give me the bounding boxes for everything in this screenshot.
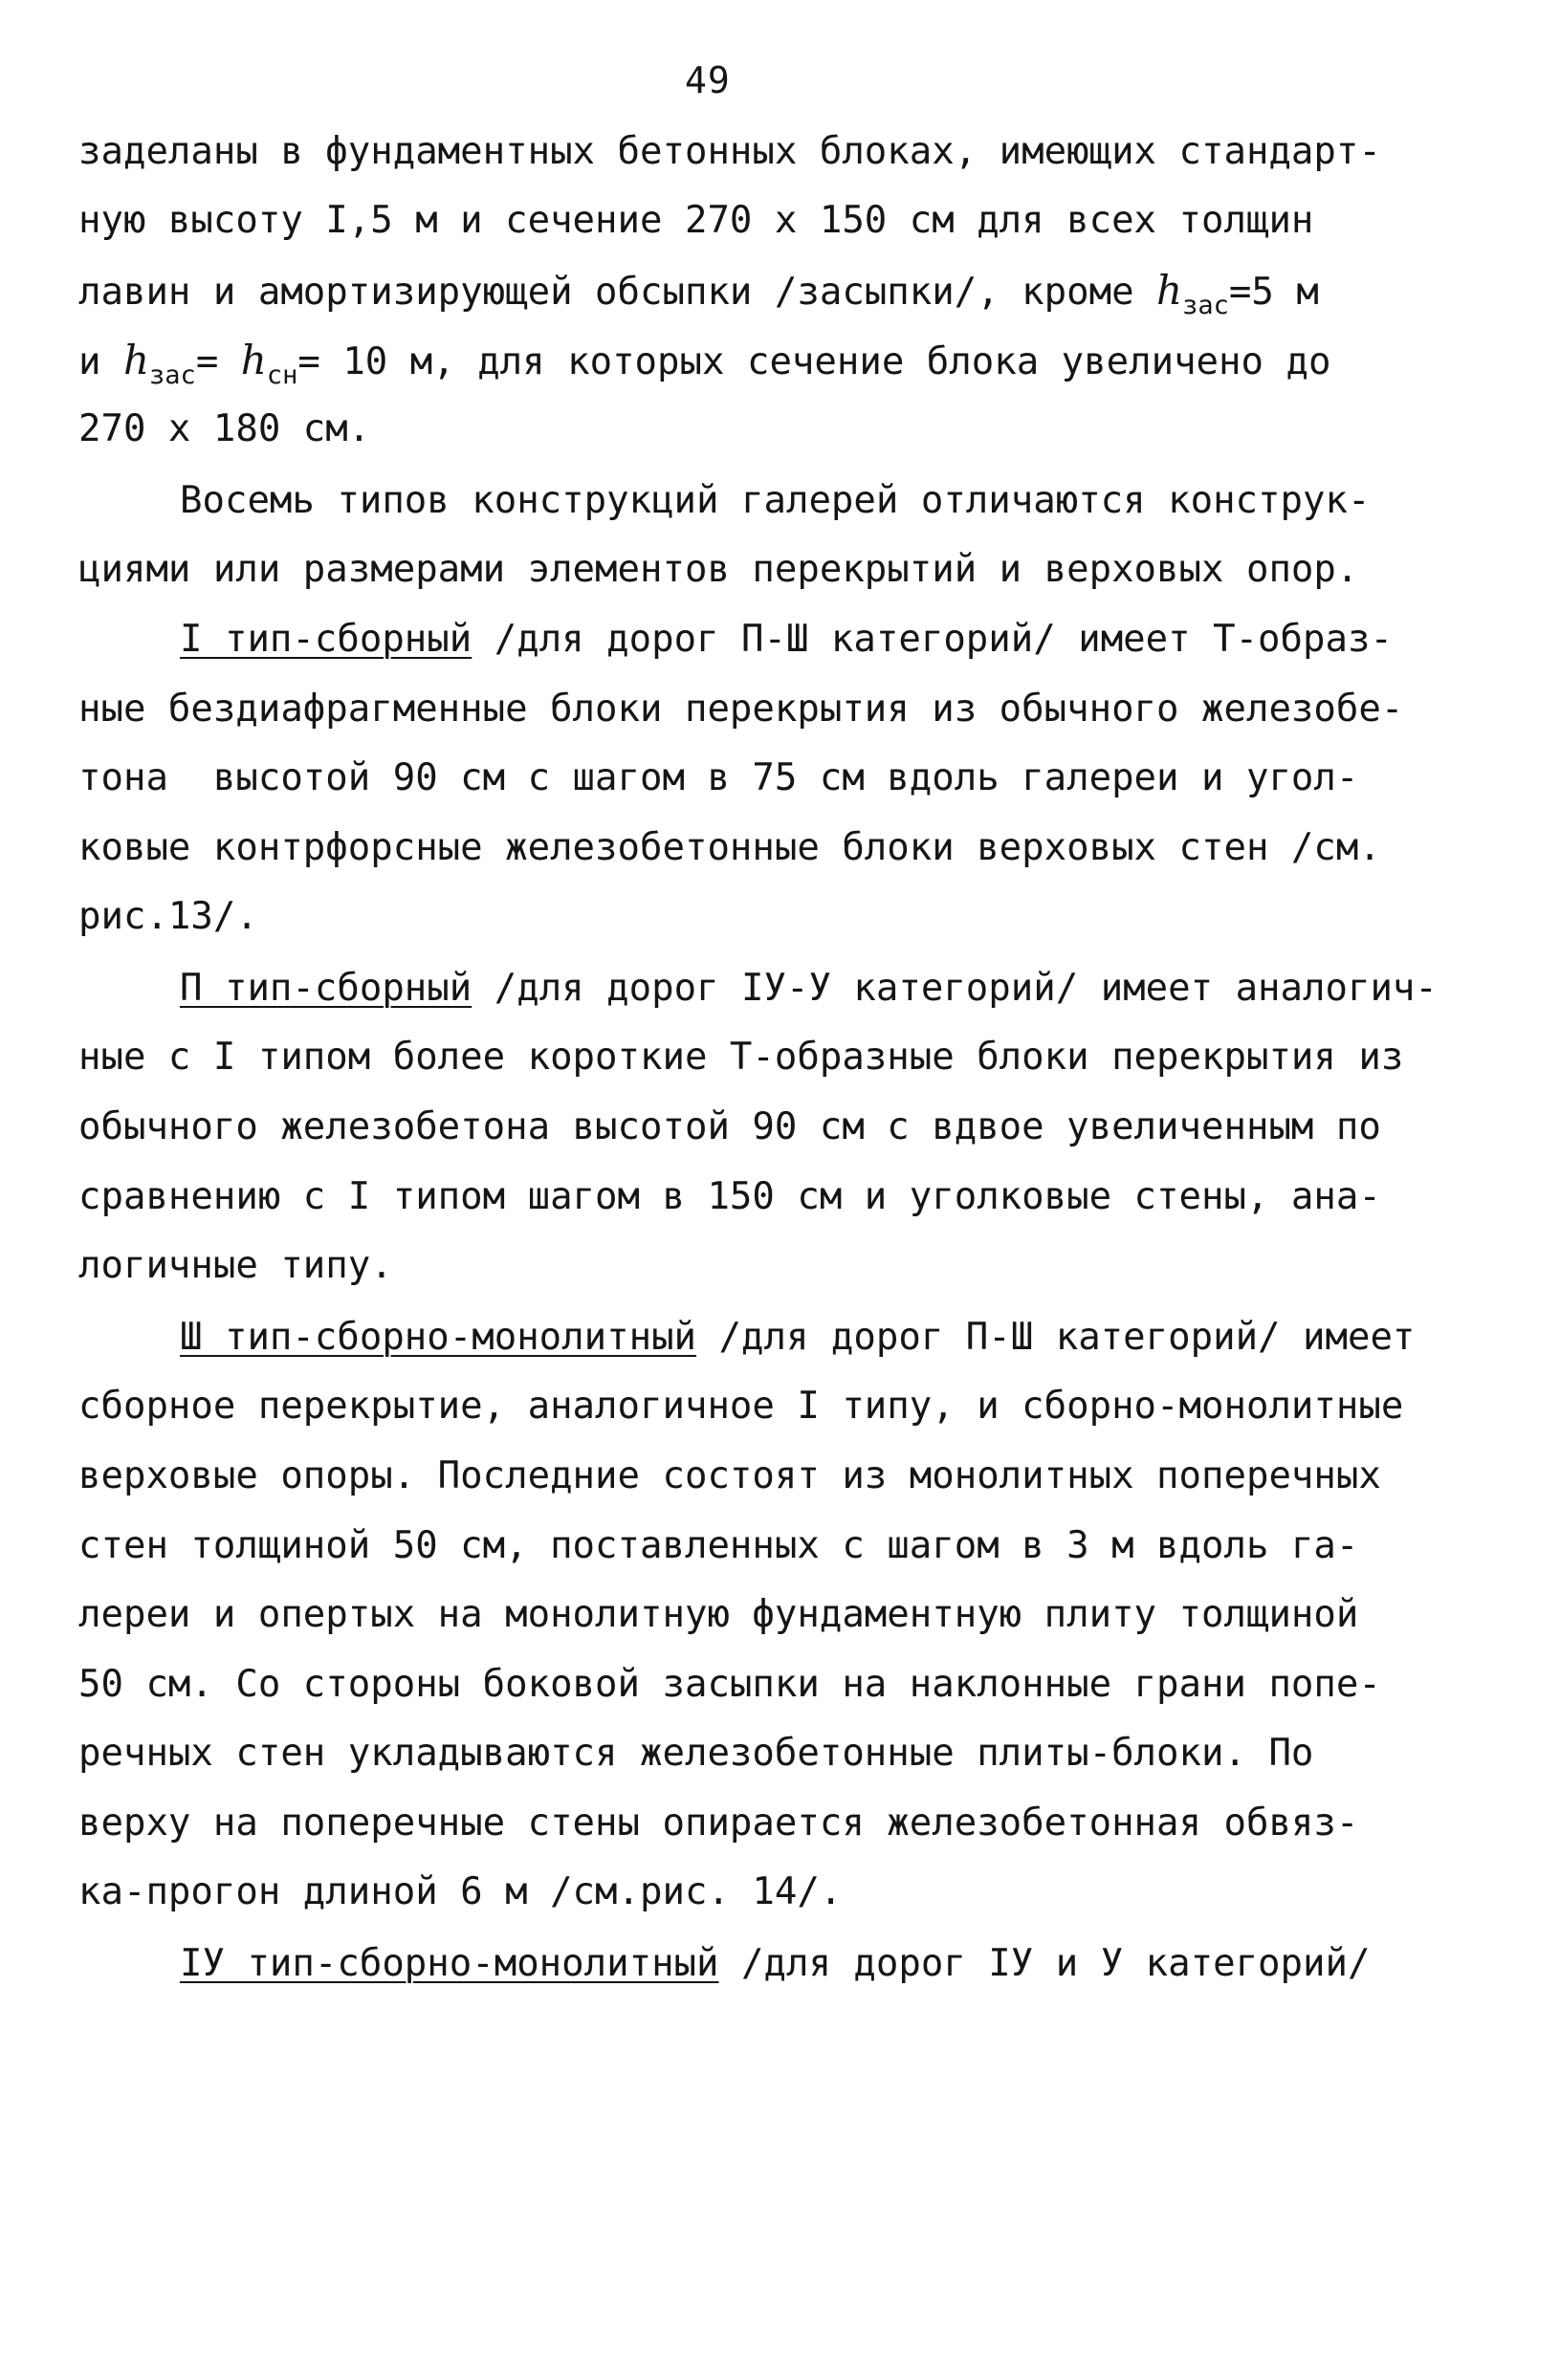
text-line xyxy=(78,338,1330,399)
height-letter: h xyxy=(122,337,150,383)
page-number: 49 xyxy=(685,59,731,101)
text-run: верховые опоры. Последние состоят из монолитных поперечных xyxy=(78,1454,1381,1497)
text-line xyxy=(180,966,1438,1012)
text-line xyxy=(78,755,1358,801)
height-subscript: зас xyxy=(149,360,196,390)
text-run: /для дорог П-Ш категорий/ имеет xyxy=(696,1316,1416,1359)
text-run: верху на поперечные стены опирается железобетонная обвяз- xyxy=(78,1801,1359,1845)
underlined-heading: П тип-сборный xyxy=(180,967,472,1010)
text-line xyxy=(78,198,1313,244)
text-run: стен толщиной 50 см, поставленных с шагом в 3 м вдоль га- xyxy=(78,1524,1359,1567)
text-line xyxy=(78,1384,1403,1430)
text-run: обычного железобетона высотой 90 см с вдвое увеличенным по xyxy=(78,1105,1381,1148)
text-line xyxy=(78,129,1381,175)
text-line xyxy=(78,825,1381,871)
text-run: ную высоту I,5 м и сечение 270 х 150 см для всех толщин xyxy=(78,199,1314,242)
height-letter: h xyxy=(240,337,267,383)
text-line xyxy=(78,406,370,452)
text-line xyxy=(180,617,1393,663)
text-line xyxy=(78,1243,393,1289)
text-run: Восемь типов конструкций галерей отличаются конструк- xyxy=(180,479,1371,522)
text-line xyxy=(180,478,1370,524)
text-run: лавин и амортизирующей обсыпки /засыпки/, кроме xyxy=(78,271,1157,314)
text-line xyxy=(78,268,1319,329)
text-run: и xyxy=(78,340,123,383)
text-run: 270 х 180 см. xyxy=(78,407,371,450)
text-line xyxy=(78,1662,1381,1708)
text-line xyxy=(78,1801,1358,1846)
text-line xyxy=(78,1869,842,1915)
height-symbol xyxy=(122,337,196,390)
text-run: 50 см. Со стороны боковой засыпки на наклонные грани попе- xyxy=(78,1663,1381,1706)
text-run: /для дорог П-Ш категорий/ имеет Т-образ- xyxy=(472,618,1393,661)
text-run: логичные типу. xyxy=(78,1244,393,1287)
text-run: сборное перекрытие, аналогичное I типу, и сборно-монолитные xyxy=(78,1385,1404,1428)
text-run: /для дорог IУ и У категорий/ xyxy=(718,1942,1371,1985)
text-line xyxy=(78,1174,1381,1220)
height-symbol xyxy=(240,337,298,390)
text-line xyxy=(78,1592,1358,1638)
text-line xyxy=(78,1523,1358,1569)
text-run: =5 м xyxy=(1228,271,1319,314)
text-run: заделаны в фундаментных бетонных блоках, имеющих стандарт- xyxy=(78,130,1381,173)
text-run: лереи и опертых на монолитную фундаментную плиту толщиной xyxy=(78,1593,1359,1636)
text-run: сравнению с I типом шагом в 150 см и уголковые стены, ана- xyxy=(78,1175,1381,1218)
text-run: ные бездиафрагменные блоки перекрытия из обычного железобе- xyxy=(78,688,1404,731)
text-run: ковые контрфорсные железобетонные блоки верховых стен /см. xyxy=(78,826,1381,869)
text-line xyxy=(78,1035,1403,1081)
height-symbol xyxy=(1156,267,1229,320)
text-run: тона высотой 90 см с шагом в 75 см вдоль галереи и угол- xyxy=(78,756,1359,799)
text-line xyxy=(78,1731,1313,1777)
text-line xyxy=(180,1315,1415,1361)
text-run: рис.13/. xyxy=(78,895,258,938)
underlined-heading: IУ тип-сборно-монолитный xyxy=(180,1942,719,1985)
text-run: /для дорог IУ-У категорий/ имеет аналогич- xyxy=(472,967,1438,1010)
text-line xyxy=(78,1453,1381,1499)
text-run: речных стен укладываются железобетонные плиты-блоки. По xyxy=(78,1732,1314,1775)
text-line xyxy=(78,687,1403,732)
underlined-heading: Ш тип-сборно-монолитный xyxy=(180,1316,697,1359)
underlined-heading: I тип-сборный xyxy=(180,618,472,661)
text-run: ные с I типом более короткие Т-образные блоки перекрытия из xyxy=(78,1036,1404,1079)
text-run: ка-прогон длиной 6 м /см.рис. 14/. xyxy=(78,1870,843,1913)
text-run: циями или размерами элементов перекрытий и верховых опор. xyxy=(78,548,1359,591)
text-line xyxy=(180,1941,1370,1987)
text-run: = 10 м, для которых сечение блока увеличено до xyxy=(297,340,1331,383)
height-subscript: сн xyxy=(266,360,298,390)
text-run: = xyxy=(195,340,241,383)
text-line xyxy=(78,1104,1381,1150)
height-letter: h xyxy=(1156,267,1183,314)
text-line xyxy=(78,547,1358,593)
text-line xyxy=(78,894,258,940)
height-subscript: зас xyxy=(1182,291,1229,320)
